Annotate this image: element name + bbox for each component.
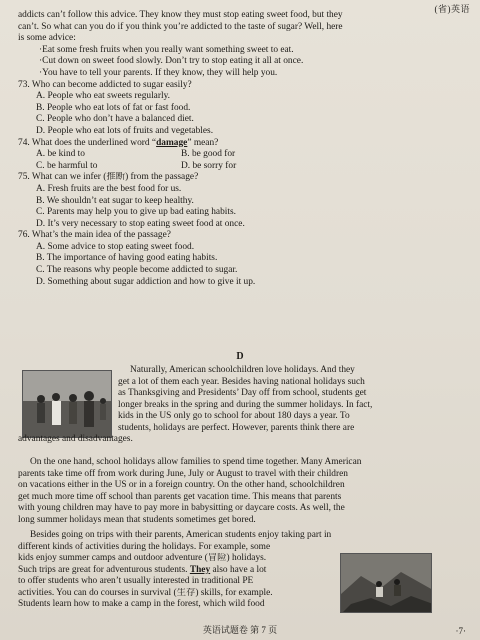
question-76-stem: 76. What’s the main idea of the passage?: [18, 230, 171, 241]
camping-photo: [340, 553, 432, 613]
paragraph-text: Such trips are great for adventurous students.: [18, 564, 188, 575]
page-header-tag: (省)英语: [434, 4, 470, 14]
question-76-option: B. The importance of having good eating habits.: [36, 253, 218, 264]
paragraph-line: long summer holidays mean that students sometimes get bored.: [18, 514, 256, 525]
question-75-option: D. It’s very necessary to stop eating sweet food at once.: [36, 218, 245, 229]
question-74-stem: [18, 138, 462, 150]
question-74-stem-suffix: ” mean?: [187, 137, 219, 148]
camping-photo-illustration: [341, 554, 432, 613]
question-75-stem: 75. What can we infer (推断) from the passage?: [18, 172, 199, 183]
question-73-option: C. People who don’t have a balanced diet.: [36, 114, 194, 125]
paragraph-line: with young children may have to pay more in babysitting or daycare costs. As well, the: [18, 503, 345, 513]
paragraph-line: parents take time off from work during June, July or August to travel with their children: [18, 468, 348, 479]
paragraph-line: activities. You can do courses in survival (生存) skills, for example.: [18, 587, 273, 598]
paragraph-line: on vacations either in the US or in a foreign country. On the other hand, schoolchildren: [18, 480, 345, 490]
paragraph-line: advantages and disadvantages.: [18, 434, 133, 444]
question-74-options-row: [18, 149, 462, 161]
question-73-option: A. People who eat sweets regularly.: [36, 91, 170, 102]
intro-line: addicts can’t follow this advice. They know they must stop eating sweet food, but they: [18, 10, 343, 20]
question-75-option: B. We shouldn’t eat sugar to keep healthy.: [36, 195, 194, 206]
question-73-stem: 73. Who can become addicted to sugar easily?: [18, 79, 192, 90]
paragraph-line: to offer students who aren’t usually interested in traditional PE: [18, 576, 254, 586]
question-75-option: C. Parents may help you to give up bad eating habits.: [36, 207, 236, 218]
page-footer: 英语试题卷 第 7 页: [202, 625, 278, 635]
question-74-options-row: [18, 161, 462, 173]
paragraph-line: students, holidays are perfect. However, parents think there are: [118, 422, 355, 433]
question-74-option: D. be sorry for: [181, 160, 237, 171]
paragraph-line: Students learn how to make a camp in the forest, which wild food: [18, 599, 265, 609]
question-73-option: D. People who eat lots of fruits and vegetables.: [36, 125, 214, 136]
paragraph-line: get a lot of them each year. Besides having national holidays such: [118, 376, 365, 387]
question-76-option: A. Some advice to stop eating sweet food.: [36, 241, 195, 252]
reading-c-continued: [18, 10, 462, 288]
section-d-heading: D: [236, 351, 244, 362]
question-75-option: A. Fresh fruits are the best food for us.: [36, 183, 182, 194]
section-d-paragraph-3: [18, 530, 330, 611]
question-73-option: B. People who eat lots of fat or fast food.: [36, 102, 191, 113]
page-number-mark: ·7·: [455, 626, 466, 636]
paragraph-line: as Thanksgiving and Presidents’ Day off from school, students get: [118, 388, 367, 398]
advice-item: ·Eat some fresh fruits when you really want something sweet to eat.: [39, 44, 294, 55]
question-76-option: D. Something about sugar addiction and how to give it up.: [36, 276, 256, 287]
intro-line: can’t. So what can you do if you think you’re addicted to the taste of sugar? Well, here: [18, 21, 343, 32]
underlined-word: damage: [156, 137, 188, 148]
question-76-option: C. The reasons why people become addicted to sugar.: [36, 265, 238, 276]
question-74-option: A. be kind to: [36, 149, 85, 160]
paragraph-line: longer breaks in the spring and during the summer holidays. In fact,: [118, 399, 373, 410]
advice-item: ·You have to tell your parents. If they know, they will help you.: [39, 67, 278, 78]
paragraph-line: Besides going on trips with their parents, American students enjoy taking part in: [30, 530, 332, 540]
underlined-word-they: They: [189, 564, 211, 575]
advice-item: ·Cut down on sweet food slowly. Don’t try to stop eating it all at once.: [39, 56, 304, 67]
paragraph-line: kids enjoy summer camps and outdoor adventure (冒险) holidays.: [18, 553, 267, 563]
intro-line: is some advice:: [18, 33, 76, 44]
paragraph-line: [18, 565, 330, 577]
paragraph-line: get much more time off school than parents get vacation time. This means that parents: [18, 491, 342, 502]
paragraph-line: kids in the US only go to school for about 180 days a year. To: [118, 411, 350, 421]
question-74-option: C. be harmful to: [36, 160, 98, 171]
section-d-paragraph-1: [18, 365, 466, 446]
paragraph-line: Naturally, American schoolchildren love holidays. And they: [130, 365, 355, 375]
paragraph-text: also have a lot: [210, 564, 267, 575]
section-d-paragraph-2: [18, 457, 466, 526]
question-74-option: B. be good for: [181, 149, 236, 160]
question-74-stem-prefix: 74. What does the underlined word “: [18, 137, 157, 148]
paragraph-line: different kinds of activities during the holidays. For example, some: [18, 541, 271, 552]
paragraph-line: On the one hand, school holidays allow families to spend time together. Many American: [30, 457, 362, 467]
